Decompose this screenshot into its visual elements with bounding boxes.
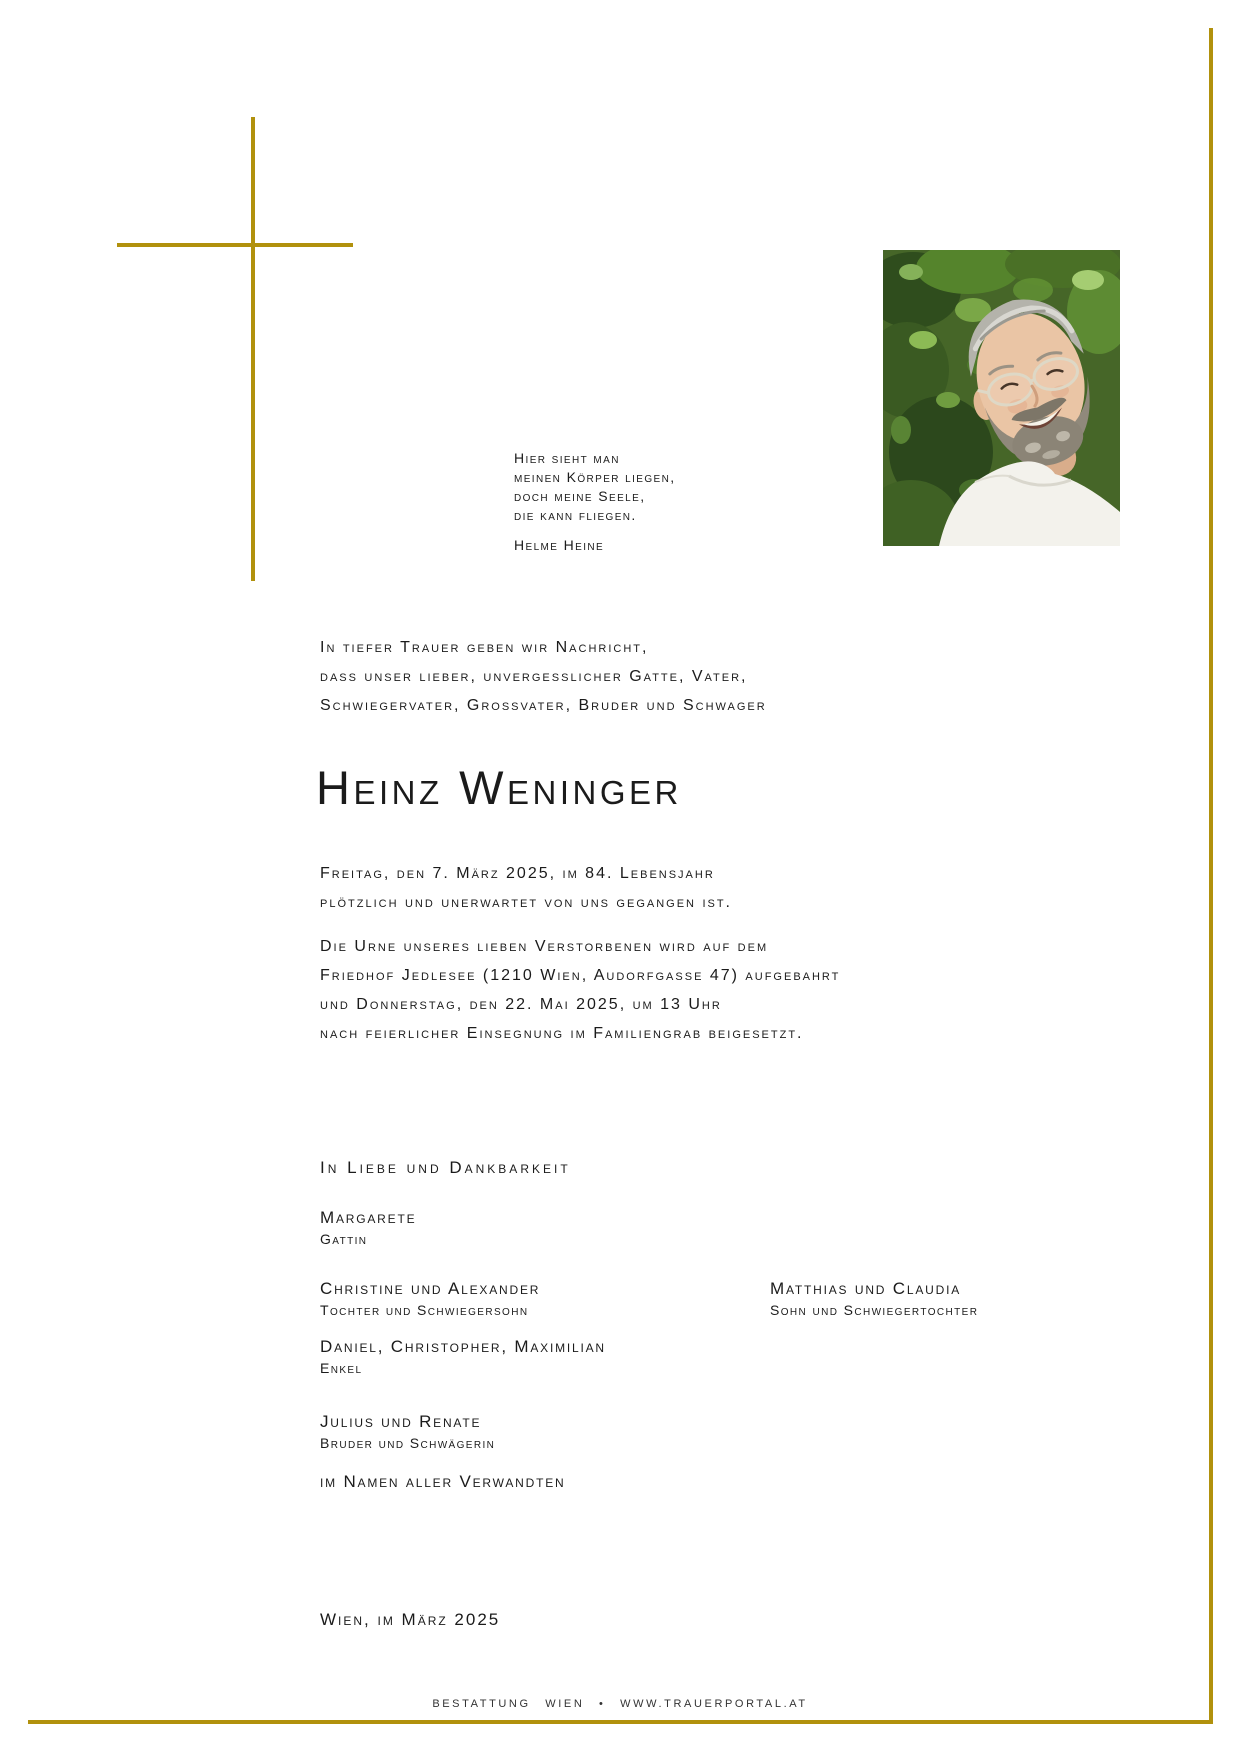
quote-line: die kann fliegen. <box>514 507 637 523</box>
announcement-line: Schwiegervater, Grossvater, Bruder und Schwager <box>320 697 767 714</box>
mourner-relation: Gattin <box>320 1231 368 1247</box>
cross-vertical-bar <box>251 117 255 581</box>
memorial-quote <box>514 449 676 555</box>
place-date: Wien, im März 2025 <box>320 1610 501 1629</box>
mourner-widow <box>320 1206 416 1249</box>
quote-line: Hier sieht man <box>514 450 620 466</box>
gold-frame-bottom-line <box>28 1720 1213 1724</box>
quote-attribution: Helme Heine <box>514 537 605 553</box>
mourner-relation: Bruder und Schwägerin <box>320 1435 496 1451</box>
mourner-son <box>770 1277 978 1320</box>
funeral-info-paragraph <box>320 932 840 1048</box>
portrait-photo <box>883 250 1120 546</box>
funeral-info-line: und Donnerstag, den 22. Mai 2025, um 13 Uhr <box>320 996 722 1013</box>
mourner-names: Margarete <box>320 1208 417 1227</box>
announcement-paragraph <box>320 633 767 720</box>
mourner-brother <box>320 1410 495 1453</box>
gold-frame-right-line <box>1209 28 1213 1724</box>
funeral-info-line: Die Urne unseres lieben Verstorbenen wird auf dem <box>320 938 769 955</box>
mourner-relation: Tochter und Schwiegersohn <box>320 1302 529 1318</box>
cross-horizontal-bar <box>117 243 353 247</box>
mourner-names: Christine und Alexander <box>320 1279 541 1298</box>
announcement-line: In tiefer Trauer geben wir Nachricht, <box>320 639 649 656</box>
deceased-name: Heinz Weninger <box>316 761 682 814</box>
mourner-daughter <box>320 1277 540 1320</box>
mourner-names: Daniel, Christopher, Maximilian <box>320 1337 606 1356</box>
mourner-grandchildren <box>320 1335 606 1378</box>
death-info-paragraph <box>320 859 732 917</box>
relatives-note: im Namen aller Verwandten <box>320 1472 566 1491</box>
death-info-line: Freitag, den 7. März 2025, im 84. Lebensjahr <box>320 865 715 882</box>
quote-line: doch meine Seele, <box>514 488 646 504</box>
footer-branding: BESTATTUNG WIEN • WWW.TRAUERPORTAL.AT <box>432 1698 808 1710</box>
funeral-info-line: nach feierlicher Einsegnung im Familiengrab beigesetzt. <box>320 1025 804 1042</box>
mourner-names: Julius und Renate <box>320 1412 482 1431</box>
closing-phrase: In Liebe und Dankbarkeit <box>320 1158 571 1177</box>
mourner-names: Matthias und Claudia <box>770 1279 962 1298</box>
mourner-relation: Sohn und Schwiegertochter <box>770 1302 979 1318</box>
death-info-line: plötzlich und unerwartet von uns gegangen ist. <box>320 894 733 911</box>
quote-line: meinen Körper liegen, <box>514 469 676 485</box>
mourner-relation: Enkel <box>320 1360 363 1376</box>
announcement-line: dass unser lieber, unvergesslicher Gatte, Vater, <box>320 668 748 685</box>
funeral-info-line: Friedhof Jedlesee (1210 Wien, Audorfgasse 47) aufgebahrt <box>320 967 841 984</box>
